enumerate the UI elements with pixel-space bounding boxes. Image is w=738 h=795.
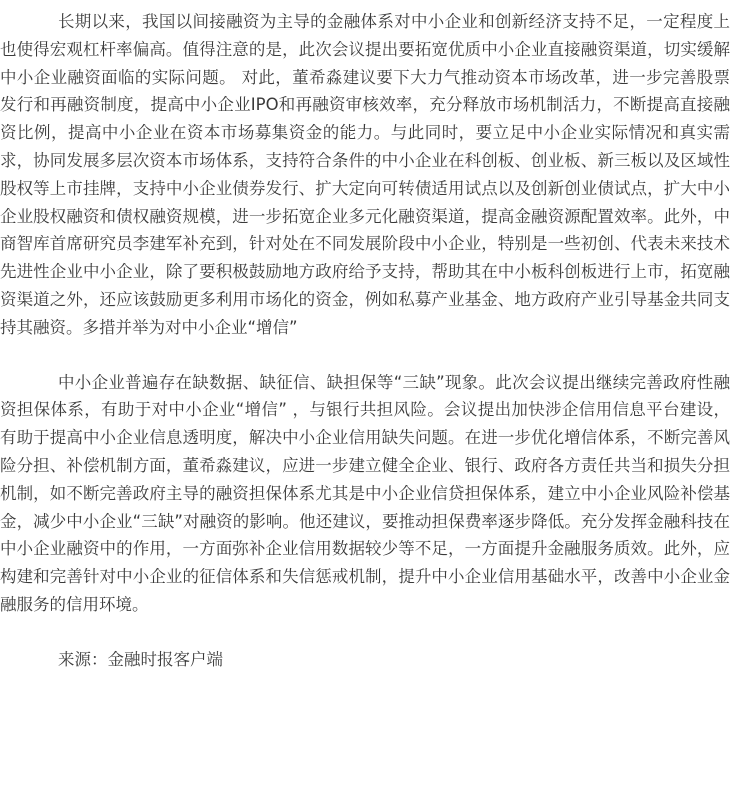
source-line: 来源：金融时报客户端 <box>58 649 223 669</box>
paragraph-direct-financing: 长期以来，我国以间接融资为主导的金融体系对中小企业和创新经济支持不足，一定程度上也使得宏观杠杆率偏高。值得注意的是，此次会议提出要拓宽优质中小企业直接融资渠道，切实缓解中小企业融资面临的实际问题。 对此，董希淼建议要下大力气推动资本市场改革，进一步完善股票发行和再融资制度，提高中小企业IPO和再融资审核效率，充分释放市场机制活力，不断提高直接融资比例，提高中小企业在资本市场募集资金的能力。与此同时，要立足中小企业实际情况和真实需求，协同发展多层次资本市场体系，支持符合条件的中小企业在科创板、创业板、新三板以及区域性股权等上市挂牌，支持中小企业债券发行、扩大定向可转债适用试点以及创新创业债试点，扩大中小企业股权融资和债权融资规模，进一步拓宽企业多元化融资渠道，提高金融资源配置效率。此外，中商智库首席研究员李建军补充到，针对处在不同发展阶段中小企业，特别是一些初创、代表未来技术先进性企业中小企业，除了要积极鼓励地方政府给予支持，帮助其在中小板科创板进行上市，拓宽融资渠道之外，还应该鼓励更多利用市场化的资金，例如私募产业基金、地方政府产业引导基金共同支持其融资。多措并举为对中小企业“增信” <box>0 12 730 337</box>
paragraph-credit-enhancement: 中小企业普遍存在缺数据、缺征信、缺担保等“三缺”现象。此次会议提出继续完善政府性融资担保体系，有助于对中小企业“增信” ，与银行共担风险。会议提出加快涉企信用信息平台建设，有助于提高中小企业信息透明度，解决中小企业信用缺失问题。在进一步优化增信体系，不断完善风险分担、补偿机制方面，董希淼建议，应进一步建立健全企业、银行、政府各方责任共当和损失分担机制，如不断完善政府主导的融资担保体系尤其是中小企业信贷担保体系，建立中小企业风险补偿基金，减少中小企业“三缺”对融资的影响。他还建议，要推动担保费率逐步降低。充分发挥金融科技在中小企业融资中的作用，一方面弥补企业信用数据较少等不足，一方面提升金融服务质效。此外，应构建和完善针对中小企业的征信体系和失信惩戒机制，提升中小企业信用基础水平，改善中小企业金融服务的信用环境。 <box>0 372 730 614</box>
article-body <box>0 8 730 674</box>
